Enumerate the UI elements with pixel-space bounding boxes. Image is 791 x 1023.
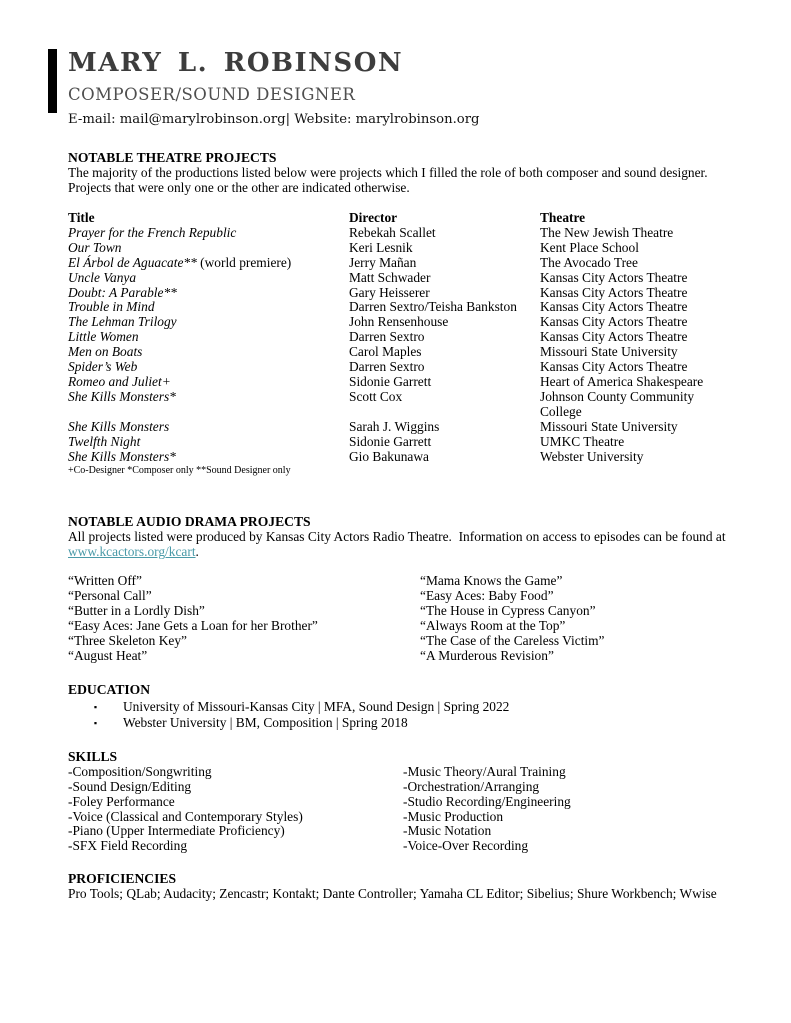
- table-row: [68, 241, 735, 256]
- education-section-heading: EDUCATION: [68, 681, 151, 697]
- cell-theatre: Kansas City Actors Theatre: [540, 329, 688, 345]
- cell-title: Trouble in Mind: [68, 299, 155, 315]
- resume-content: [68, 48, 735, 901]
- skills-right-column: [403, 765, 735, 854]
- list-item: -SFX Field Recording: [68, 838, 188, 854]
- header: [68, 48, 735, 127]
- proficiencies-text: Pro Tools; QLab; Audacity; Zencastr; Kontakt; Dante Controller; Yamaha CL Editor; Sibelius; Shure Workbench; Wwise: [68, 886, 717, 902]
- cell-director: Rebekah Scallet: [349, 224, 436, 240]
- list-item: -Music Theory/Aural Training: [403, 763, 566, 779]
- cell-theatre: Kansas City Actors Theatre: [540, 284, 688, 300]
- table-row: [68, 271, 735, 286]
- list-item: “Butter in a Lordly Dish”: [68, 603, 205, 619]
- cell-title: Spider’s Web: [68, 359, 138, 375]
- list-item: -Music Notation: [403, 823, 492, 839]
- cell-director: Gary Heisserer: [349, 284, 430, 300]
- audio-list-right-column: [420, 574, 735, 663]
- list-item: “The House in Cypress Canyon”: [420, 603, 596, 619]
- theatre-section-heading: NOTABLE THEATRE PROJECTS: [68, 150, 277, 165]
- list-item: -Foley Performance: [68, 793, 175, 809]
- list-item: “Easy Aces: Baby Food”: [420, 588, 554, 604]
- cell-title: She Kills Monsters: [68, 418, 170, 434]
- table-row: [68, 360, 735, 375]
- cell-theatre: Kansas City Actors Theatre: [540, 314, 688, 330]
- list-item: “Personal Call”: [68, 588, 152, 604]
- table-row: [68, 315, 735, 330]
- cell-director: Gio Bakunawa: [349, 448, 429, 464]
- square-bullet-icon: ▪: [93, 718, 98, 729]
- list-item: -Piano (Upper Intermediate Proficiency): [68, 823, 285, 839]
- table-row: [68, 435, 735, 450]
- audio-intro-period: .: [195, 544, 199, 560]
- kcart-link[interactable]: www.kcactors.org/kcart: [68, 544, 196, 560]
- skills-left-column: [68, 765, 403, 854]
- cell-director: Darren Sextro: [349, 359, 425, 375]
- audio-intro-text: All projects listed were produced by Kansas City Actors Radio Theatre. Information on access to episodes can be found at: [68, 529, 729, 545]
- cell-director: Matt Schwader: [349, 269, 431, 285]
- cell-director: Carol Maples: [349, 344, 422, 360]
- cell-director: Jerry Mañan: [349, 254, 417, 270]
- contact-line: E-mail: mail@marylrobinson.org| Website: marylrobinson.org: [68, 112, 480, 127]
- header-accent-bar: [48, 49, 57, 113]
- square-bullet-icon: ▪: [93, 701, 98, 712]
- cell-director: Sidonie Garrett: [349, 433, 432, 449]
- theatre-section-intro: The majority of the productions listed below were projects which I filled the role of both composer and sound designer. Projects that were only one or the other are indicated otherwise.: [68, 165, 711, 195]
- cell-theatre: Missouri State University: [540, 344, 678, 360]
- cell-title: Uncle Vanya: [68, 269, 137, 285]
- table-row: [68, 345, 735, 360]
- list-item: “Always Room at the Top”: [420, 618, 566, 634]
- cell-director: Keri Lesnik: [349, 239, 413, 255]
- theatre-table-header-row: [68, 211, 735, 226]
- cell-director: Darren Sextro: [349, 329, 425, 345]
- table-row: [68, 420, 735, 435]
- cell-title: Prayer for the French Republic: [68, 224, 237, 240]
- cell-theatre: Missouri State University: [540, 418, 678, 434]
- cell-director: Darren Sextro/Teisha Bankston: [349, 299, 517, 315]
- column-header-theatre: Theatre: [540, 210, 586, 225]
- cell-title: The Lehman Trilogy: [68, 314, 177, 330]
- list-item: “Mama Knows the Game”: [420, 573, 563, 589]
- cell-theatre: Kent Place School: [540, 239, 639, 255]
- list-item: [68, 715, 735, 732]
- education-list: [68, 699, 735, 732]
- list-item: “Three Skeleton Key”: [68, 633, 187, 649]
- audio-list-left-column: [68, 574, 420, 663]
- audio-section-heading: NOTABLE AUDIO DRAMA PROJECTS: [68, 514, 311, 530]
- list-item: “August Heat”: [68, 647, 148, 663]
- theatre-projects-table: [68, 211, 735, 464]
- cell-title: Men on Boats: [68, 344, 143, 360]
- cell-theatre: Kansas City Actors Theatre: [540, 269, 688, 285]
- list-item: -Sound Design/Editing: [68, 778, 192, 794]
- list-item: -Studio Recording/Engineering: [403, 793, 571, 809]
- cell-theatre: UMKC Theatre: [540, 433, 625, 449]
- theatre-table-body: [68, 226, 735, 465]
- list-item: “Easy Aces: Jane Gets a Loan for her Brother”: [68, 618, 318, 634]
- column-header-title: Title: [68, 210, 95, 225]
- education-item-text: Webster University | BM, Composition | Spring 2018: [123, 715, 408, 731]
- cell-director: Scott Cox: [349, 388, 403, 404]
- list-item: [68, 699, 735, 716]
- cell-director: John Rensenhouse: [349, 314, 449, 330]
- cell-theatre: Heart of America Shakespeare: [540, 373, 704, 389]
- cell-title: Romeo and Juliet+: [68, 373, 171, 389]
- theatre-footnote: +Co-Designer *Composer only **Sound Designer only: [68, 465, 291, 477]
- person-title: COMPOSER/SOUND DESIGNER: [68, 85, 356, 104]
- list-item: “A Murderous Revision”: [420, 647, 554, 663]
- list-item: -Composition/Songwriting: [68, 763, 212, 779]
- cell-theatre: The Avocado Tree: [540, 254, 638, 270]
- table-row: [68, 330, 735, 345]
- table-row: [68, 450, 735, 465]
- audio-section-intro: [68, 529, 735, 559]
- education-item-text: University of Missouri-Kansas City | MFA, Sound Design | Spring 2022: [123, 698, 510, 714]
- cell-title: Our Town: [68, 239, 122, 255]
- audio-projects-list: [68, 574, 735, 663]
- education-section: [68, 682, 735, 732]
- list-item: -Music Production: [403, 808, 504, 824]
- cell-title: Twelfth Night: [68, 433, 141, 449]
- column-header-director: Director: [349, 210, 398, 225]
- table-row: [68, 375, 735, 390]
- table-row: [68, 226, 735, 241]
- table-row: [68, 300, 735, 315]
- cell-director: Sidonie Garrett: [349, 373, 432, 389]
- theatre-projects-section: [68, 150, 735, 477]
- cell-title: She Kills Monsters*: [68, 448, 176, 464]
- skills-section-heading: SKILLS: [68, 748, 118, 764]
- skills-section: [68, 749, 735, 854]
- cell-theatre: Kansas City Actors Theatre: [540, 359, 688, 375]
- cell-title: She Kills Monsters*: [68, 388, 176, 404]
- audio-drama-section: [68, 514, 735, 663]
- cell-title: Little Women: [68, 329, 139, 345]
- list-item: “The Case of the Careless Victim”: [420, 633, 605, 649]
- cell-theatre: Kansas City Actors Theatre: [540, 299, 688, 315]
- skills-list: [68, 765, 735, 854]
- cell-theatre: The New Jewish Theatre: [540, 224, 674, 240]
- cell-director: Sarah J. Wiggins: [349, 418, 440, 434]
- proficiencies-section-heading: PROFICIENCIES: [68, 871, 177, 887]
- cell-theatre: Webster University: [540, 448, 644, 464]
- table-row: [68, 256, 735, 271]
- list-item: “Written Off”: [68, 573, 142, 589]
- list-item: -Orchestration/Arranging: [403, 778, 540, 794]
- cell-theatre: Johnson County Community College: [540, 388, 695, 419]
- table-row: [68, 286, 735, 301]
- proficiencies-section: [68, 871, 735, 901]
- list-item: -Voice (Classical and Contemporary Styles): [68, 808, 303, 824]
- cell-title: El Árbol de Aguacate** (world premiere): [68, 254, 292, 270]
- cell-title: Doubt: A Parable**: [68, 284, 177, 300]
- table-row: [68, 390, 735, 420]
- list-item: -Voice-Over Recording: [403, 838, 529, 854]
- person-name: MARY L. ROBINSON: [68, 48, 404, 78]
